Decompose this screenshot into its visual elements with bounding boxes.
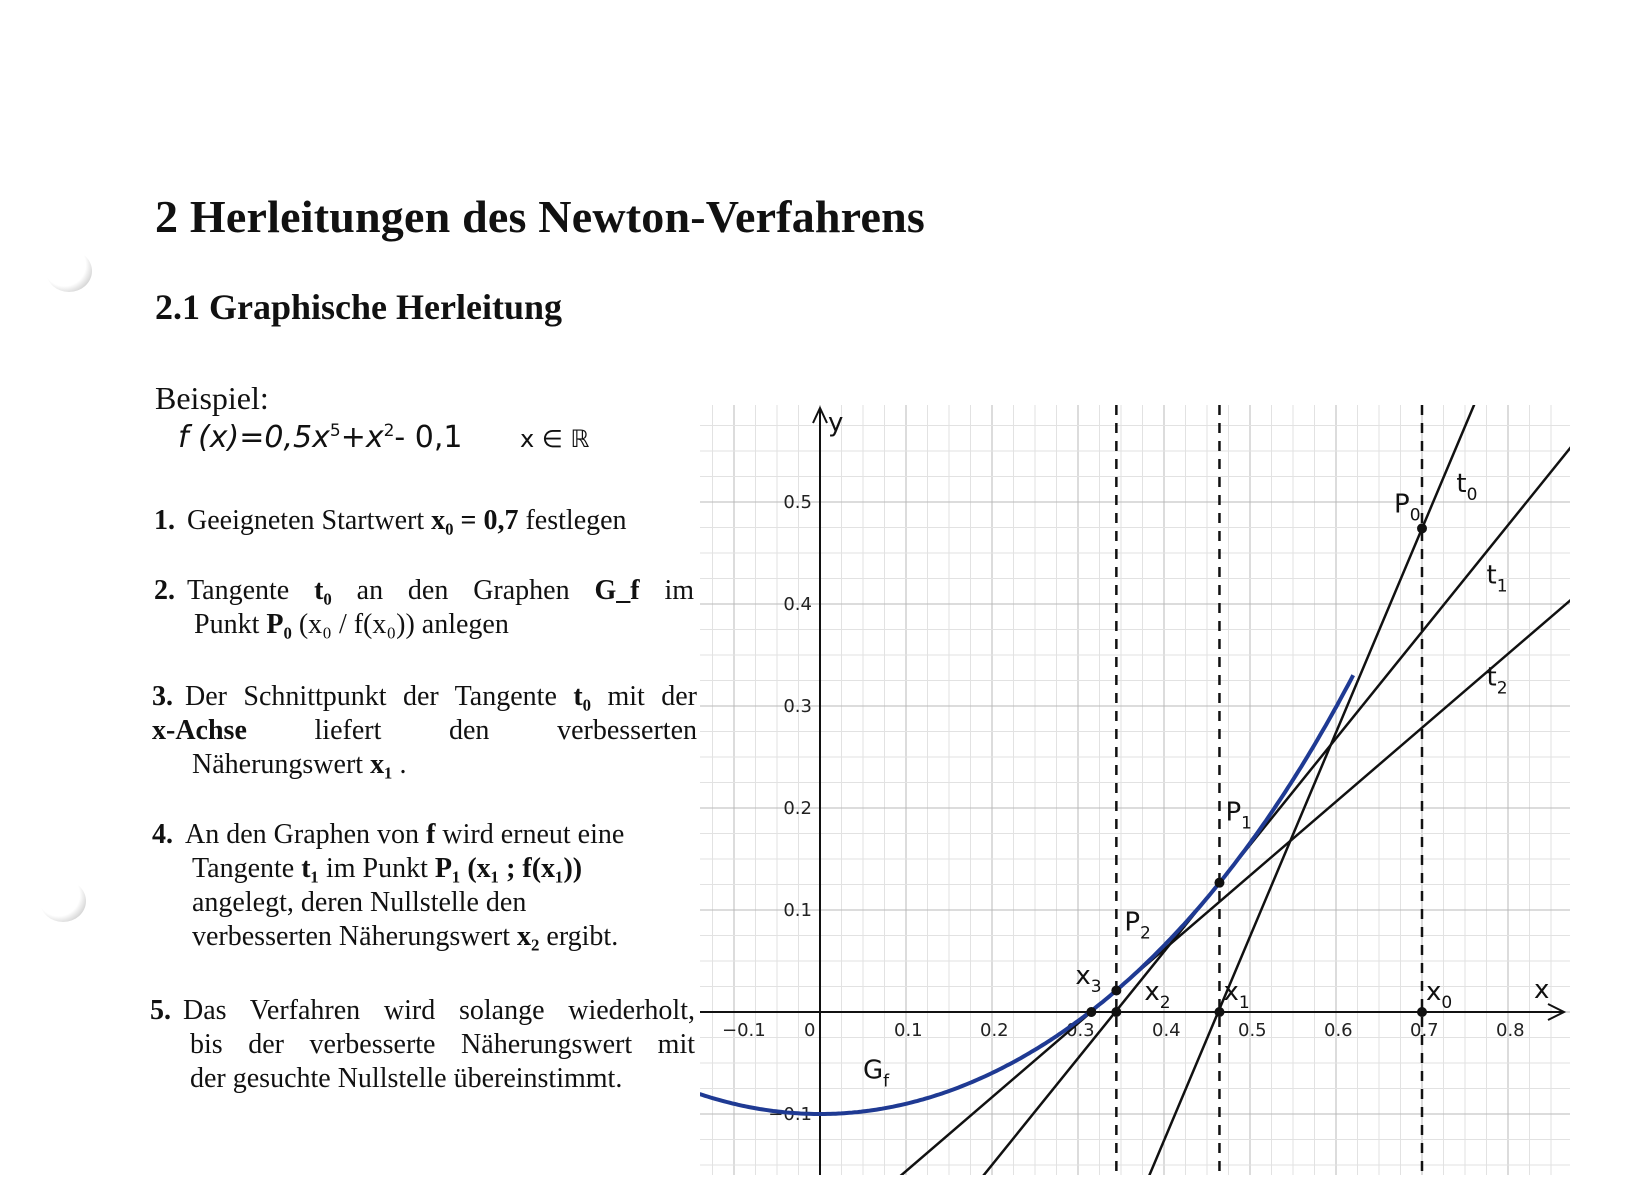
step-5: 5. Das Verfahren wird solange wiederholt, bis der verbesserte Näherungswert mit der gesuchte Nullstelle übereinstimmt. — [150, 995, 695, 1094]
root-label-x3: $x_3$ — [1075, 961, 1102, 997]
tangent-t2 — [700, 580, 1570, 1175]
tangent-t1 — [700, 419, 1570, 1175]
punch-hole — [40, 880, 86, 922]
root-x0 — [1417, 1007, 1427, 1017]
page-title: 2 Herleitungen des Newton-Verfahrens — [155, 191, 925, 242]
step-1: 1. Geeigneten Startwert x₀ = 0,7 festlegen — [154, 505, 627, 536]
x-tick-label: 0.5 — [1238, 1020, 1267, 1041]
x-tick-label: 0.6 — [1324, 1020, 1353, 1041]
x-tick-label: 0.2 — [980, 1020, 1009, 1041]
root-x2 — [1111, 1007, 1121, 1017]
curve-label-gf: $G_f$ — [863, 1055, 890, 1092]
function-formula: f $(x)=0,5x^5+x^2-$ 0,1 x ∈ ℝ — [178, 420, 590, 455]
root-label-x1: $x_1$ — [1223, 977, 1250, 1013]
tangent-label-t2: $t_2$ — [1486, 662, 1508, 699]
step-4: 4. An den Graphen von f wird erneut eine Tangente t₁ im Punkt P₁ (x₁ ; f(x₁)) angelegt, deren Nullstelle den verbesserten Näherungswert x₂ ergibt. — [152, 819, 625, 952]
point-p1 — [1214, 878, 1224, 888]
punch-hole — [46, 250, 92, 292]
x-tick-label: 0.3 — [1066, 1020, 1095, 1041]
root-label-x2: $x_2$ — [1144, 977, 1171, 1013]
point-label-p1: $P_1$ — [1225, 797, 1252, 834]
tangent-t0 — [700, 405, 1570, 1175]
point-p2 — [1111, 985, 1121, 995]
example-label: Beispiel: — [155, 380, 269, 416]
x-tick-label: 0.7 — [1410, 1020, 1439, 1041]
newton-method-chart — [700, 405, 1570, 1175]
y-tick-label: 0.4 — [783, 594, 812, 615]
x-tick-label: 0.8 — [1496, 1020, 1525, 1041]
y-axis-label: y — [828, 408, 844, 438]
domain-label: x ∈ ℝ — [520, 425, 590, 453]
section-title: 2.1 Graphische Herleitung — [155, 287, 562, 327]
y-tick-label: 0.5 — [783, 492, 812, 513]
x-tick-label: 0.4 — [1152, 1020, 1181, 1041]
y-tick-label: −0.1 — [768, 1104, 812, 1125]
x-tick-label: −0.1 — [722, 1020, 766, 1041]
tangent-label-t1: $t_1$ — [1486, 560, 1508, 597]
tangent-label-t0: $t_0$ — [1456, 468, 1478, 505]
graph-curve-gf — [700, 675, 1353, 1114]
y-tick-label: 0.2 — [783, 798, 812, 819]
y-tick-label: 0.3 — [783, 696, 812, 717]
x-tick-label: 0 — [804, 1020, 816, 1041]
root-label-x0: $x_0$ — [1426, 977, 1453, 1013]
x-tick-label: 0.1 — [894, 1020, 923, 1041]
point-label-p2: $P_2$ — [1124, 907, 1151, 944]
step-2: 2. Tangente t₀ an den Graphen G_f im Punkt P₀ (x₀ / f(x₀)) anlegen — [154, 575, 695, 640]
point-label-p0: $P_0$ — [1394, 489, 1421, 526]
x-axis-label: x — [1534, 975, 1550, 1005]
root-x1 — [1214, 1007, 1224, 1017]
root-x3 — [1086, 1007, 1096, 1017]
y-tick-label: 0.1 — [783, 900, 812, 921]
step-3: 3. Der Schnittpunkt der Tangente t₀ mit der x-Achse liefert den verbesserten Näherungswert x₁ . — [152, 681, 698, 780]
